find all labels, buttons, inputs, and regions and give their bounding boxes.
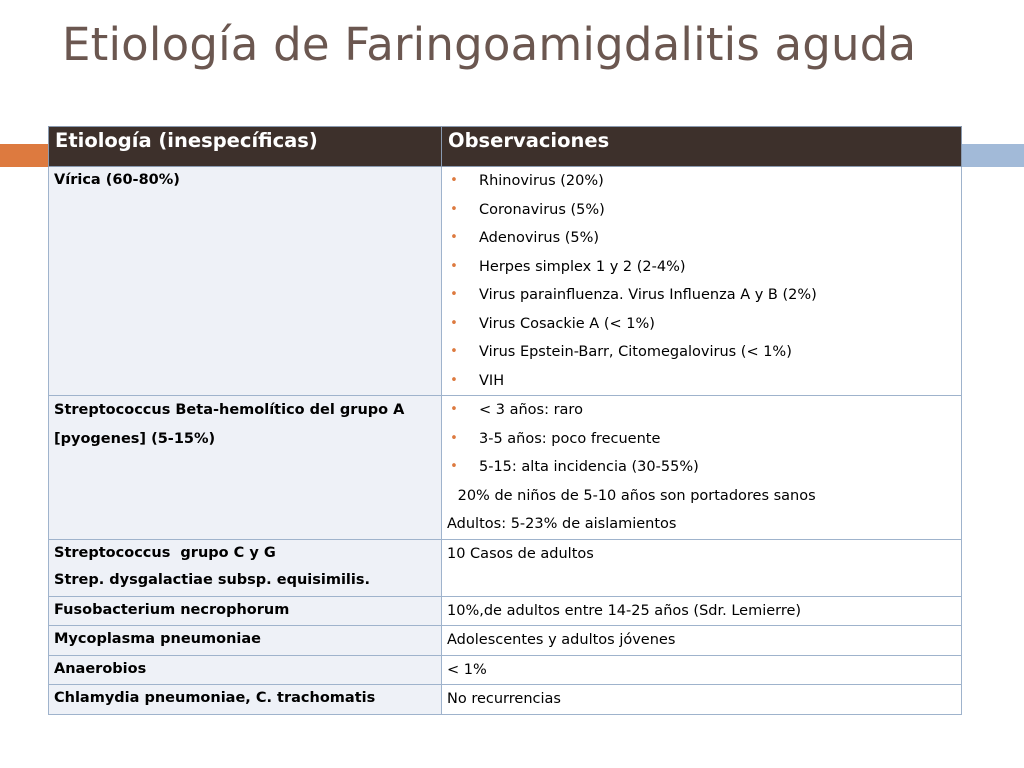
- observation-note: < 1%: [447, 661, 487, 678]
- observations-cell: [442, 167, 962, 396]
- etiology-cell: [49, 596, 442, 626]
- list-item: [447, 425, 956, 454]
- bullet-icon: •: [450, 201, 458, 217]
- etiology-text: Vírica (60-80%): [54, 172, 180, 188]
- header-etiology: Etiología (inespecíficas): [49, 127, 442, 167]
- bullet-icon: •: [450, 258, 458, 274]
- list-item: [447, 281, 956, 310]
- bullet-icon: •: [450, 459, 458, 474]
- table-row: [49, 167, 962, 396]
- etiology-text: Mycoplasma pneumoniae: [54, 631, 261, 647]
- observations-cell: [442, 396, 962, 540]
- table-row: [49, 626, 962, 656]
- etiology-cell: [49, 396, 442, 540]
- observation-note: Adolescentes y adultos jóvenes: [447, 632, 676, 648]
- observation-note: 10 Casos de adultos: [447, 545, 594, 562]
- etiology-cell: [49, 539, 442, 596]
- list-item: [447, 253, 956, 282]
- table-row: [49, 685, 962, 715]
- list-item: [447, 338, 956, 367]
- observations-list: [447, 167, 956, 395]
- observations-cell: [442, 685, 962, 715]
- bullet-icon: •: [450, 230, 458, 245]
- bullet-icon: •: [450, 287, 458, 302]
- accent-bar-right: [960, 144, 1024, 167]
- observation-note: Adultos: 5-23% de aislamientos: [447, 516, 677, 532]
- list-item-text: VIH: [479, 372, 505, 389]
- observations-cell: [442, 655, 962, 685]
- observation-note: 10%,de adultos entre 14-25 años (Sdr. Lemierre): [447, 602, 802, 619]
- table-row: [49, 655, 962, 685]
- table-row: [49, 596, 962, 626]
- observation-note: No recurrencias: [447, 691, 561, 707]
- list-item: [447, 167, 956, 196]
- list-item-text: Herpes simplex 1 y 2 (2-4%): [479, 258, 686, 275]
- list-item-text: Adenovirus (5%): [479, 230, 600, 246]
- etiology-table: [48, 126, 962, 715]
- etiology-text: Fusobacterium necrophorum: [54, 601, 290, 618]
- list-item-text: Rhinovirus (20%): [479, 173, 604, 189]
- bullet-icon: •: [450, 430, 458, 446]
- list-item-text: 3-5 años: poco frecuente: [479, 430, 661, 447]
- etiology-text: Anaerobios: [54, 660, 147, 677]
- header-observations: Observaciones: [442, 127, 962, 167]
- etiology-text: Streptococcus grupo C y G: [54, 544, 276, 561]
- list-item: [447, 224, 956, 253]
- observations-cell: [442, 626, 962, 656]
- etiology-text: Strep. dysgalactiae subsp. equisimilis.: [54, 571, 371, 588]
- table-header-row: [49, 127, 962, 167]
- list-item: [447, 310, 956, 339]
- observations-list: [447, 396, 956, 482]
- observations-cell: [442, 539, 962, 596]
- list-item-text: Virus Cosackie A (< 1%): [479, 315, 655, 332]
- list-item: [447, 196, 956, 225]
- bullet-icon: •: [450, 344, 458, 359]
- list-item-text: Coronavirus (5%): [479, 201, 605, 218]
- accent-bar-left: [0, 144, 48, 167]
- bullet-icon: •: [450, 173, 458, 188]
- slide-title: Etiología de Faringoamigdalitis aguda: [62, 18, 917, 71]
- table-row: [49, 539, 962, 596]
- list-item-text: < 3 años: raro: [479, 402, 583, 418]
- list-item: [447, 453, 956, 482]
- list-item: [447, 367, 956, 396]
- list-item-text: Virus parainfluenza. Virus Influenza A y B (2%): [479, 287, 817, 303]
- observations-cell: [442, 596, 962, 626]
- table-row: [49, 396, 962, 540]
- etiology-cell: [49, 167, 442, 396]
- etiology-text: Chlamydia pneumoniae, C. trachomatis: [54, 690, 376, 706]
- list-item-text: 5-15: alta incidencia (30-55%): [479, 459, 699, 475]
- list-item: [447, 396, 956, 425]
- bullet-icon: •: [450, 402, 458, 417]
- observation-note: 20% de niños de 5-10 años son portadores sanos: [453, 487, 816, 504]
- etiology-cell: [49, 655, 442, 685]
- bullet-icon: •: [450, 372, 458, 388]
- bullet-icon: •: [450, 315, 458, 331]
- etiology-cell: [49, 685, 442, 715]
- etiology-text: Streptococcus Beta-hemolítico del grupo A [pyogenes] (5-15%): [54, 402, 405, 447]
- list-item-text: Virus Epstein-Barr, Citomegalovirus (< 1%): [479, 344, 792, 360]
- etiology-cell: [49, 626, 442, 656]
